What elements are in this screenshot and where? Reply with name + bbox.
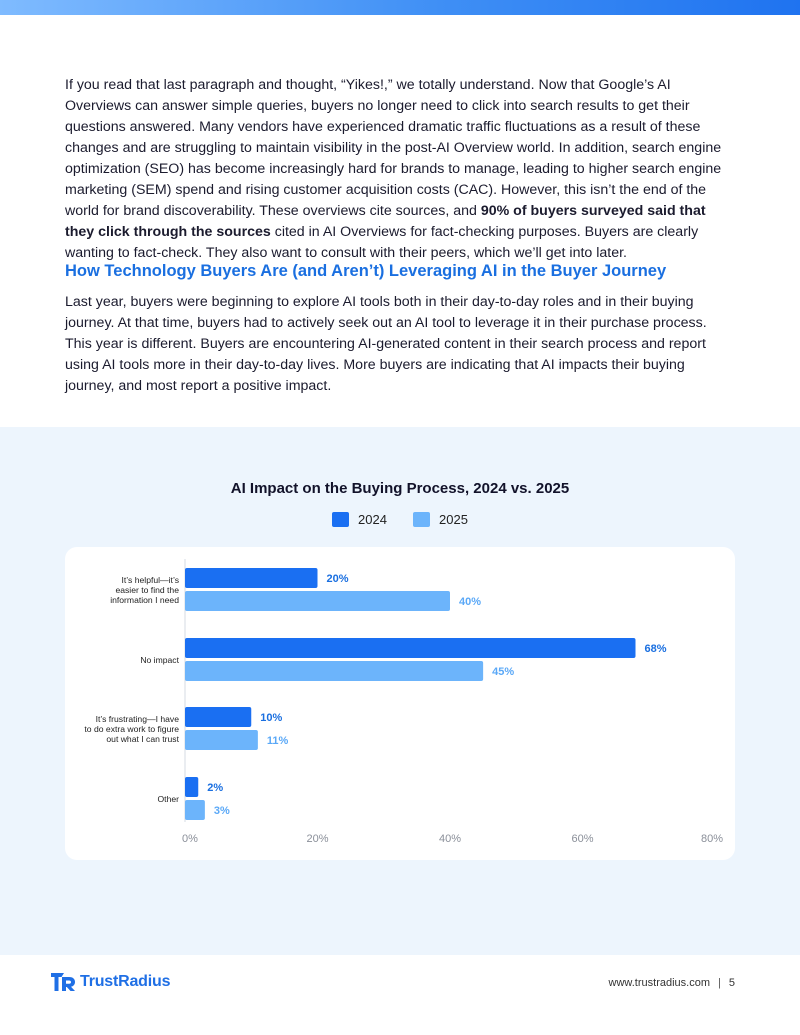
category-label-line: It’s helpful—it’s — [121, 575, 179, 585]
x-tick-label: 0% — [182, 833, 198, 845]
x-tick-label: 20% — [306, 833, 329, 845]
category-label-3 — [158, 794, 180, 804]
chart-title: AI Impact on the Buying Process, 2024 vs. 2025 — [230, 480, 570, 497]
x-tick-label: 80% — [700, 833, 723, 845]
category-label-line: No impact — [140, 655, 179, 665]
category-label-0 — [110, 575, 179, 605]
data-label-2024-1: 68% — [644, 643, 667, 655]
trustradius-logo[interactable] — [50, 971, 170, 993]
bar-2025-2 — [185, 730, 258, 750]
x-tick-label: 60% — [571, 833, 594, 845]
legend-swatch-2025 — [413, 512, 430, 527]
legend-item-2024 — [332, 510, 387, 528]
paragraph-1-text-a: If you read that last paragraph and thought, “Yikes!,” we totally understand. Now that Google’s AI Overviews can answer simple queries, buyers no longer need to click into search results to get their questions answered. Many vendors have experienced dramatic traffic fluctuations as a result of these changes and are struggling to maintain visibility in the post-AI Overview world. In addition, search engine optimization (SEO) has become increasingly hard for brands to manage, leading to higher search engine marketing (SEM) spend and rising customer acquisition costs (CAC). However, this isn’t the end of the world for brand discoverability. These overviews cite sources, and — [65, 77, 722, 219]
bar-2024-3 — [185, 777, 198, 797]
data-label-2025-3: 3% — [213, 805, 230, 817]
data-label-2025-1: 45% — [492, 666, 515, 678]
chart-legend — [0, 510, 800, 528]
category-label-line: out what I can trust — [106, 734, 179, 744]
data-label-2024-2: 10% — [260, 712, 283, 724]
data-label-2025-0: 40% — [459, 596, 482, 608]
logo-wordmark: TrustRadius — [80, 973, 171, 990]
bar-2024-1 — [185, 638, 636, 658]
footer-info — [609, 977, 735, 989]
paragraph-1-bold-stat: 90% of buyers surveyed said that they click through the sources — [65, 203, 706, 240]
legend-label-2024: 2024 — [358, 511, 387, 527]
category-label-line: It’s frustrating—I have — [95, 714, 179, 724]
legend-swatch-2024 — [332, 512, 349, 527]
page-number: 5 — [728, 977, 735, 989]
footer-url-link[interactable]: www.trustradius.com — [608, 977, 711, 989]
bar-2025-3 — [185, 800, 205, 820]
data-label-2024-3: 2% — [207, 782, 224, 794]
bar-2024-2 — [185, 707, 251, 727]
footer-separator: | — [718, 977, 721, 989]
body-paragraph-2 — [65, 292, 737, 397]
bar-chart — [65, 547, 735, 860]
paragraph-1-text-b: cited in AI Overviews for fact-checking purposes. Buyers are clearly wanting to fact-check. They also want to consult with their peers, which we’ll get into later. — [65, 224, 699, 261]
chart-card — [65, 547, 735, 860]
category-label-line: easier to find the — [115, 585, 179, 595]
top-accent-bar — [0, 0, 800, 15]
category-label-1 — [140, 655, 179, 665]
data-label-2025-2: 11% — [266, 735, 289, 747]
category-label-line: information I need — [110, 595, 179, 605]
category-label-2 — [84, 714, 179, 744]
data-label-2024-0: 20% — [326, 573, 349, 585]
x-tick-label: 40% — [438, 833, 462, 845]
section-heading: How Technology Buyers Are (and Aren’t) Leveraging AI in the Buyer Journey — [65, 262, 667, 280]
trustradius-logo-icon — [50, 971, 76, 993]
legend-label-2025: 2025 — [439, 511, 468, 527]
bar-2024-0 — [185, 568, 318, 588]
bar-2025-1 — [185, 661, 483, 681]
body-paragraph-1 — [65, 75, 737, 264]
category-label-line: Other — [157, 794, 179, 804]
paragraph-2-text: Last year, buyers were beginning to explore AI tools both in their day-to-day roles and in their buying journey. At that time, buyers had to actively seek out an AI tool to leverage it in their purchase process. This year is different. Buyers are encountering AI-generated content in their search process and report using AI tools more in their day-to-day lives. More buyers are indicating that AI impacts their buying journey, and most report a positive impact. — [65, 294, 707, 394]
legend-item-2025 — [413, 510, 468, 528]
bar-2025-0 — [185, 591, 450, 611]
category-label-line: to do extra work to figure — [84, 724, 179, 734]
